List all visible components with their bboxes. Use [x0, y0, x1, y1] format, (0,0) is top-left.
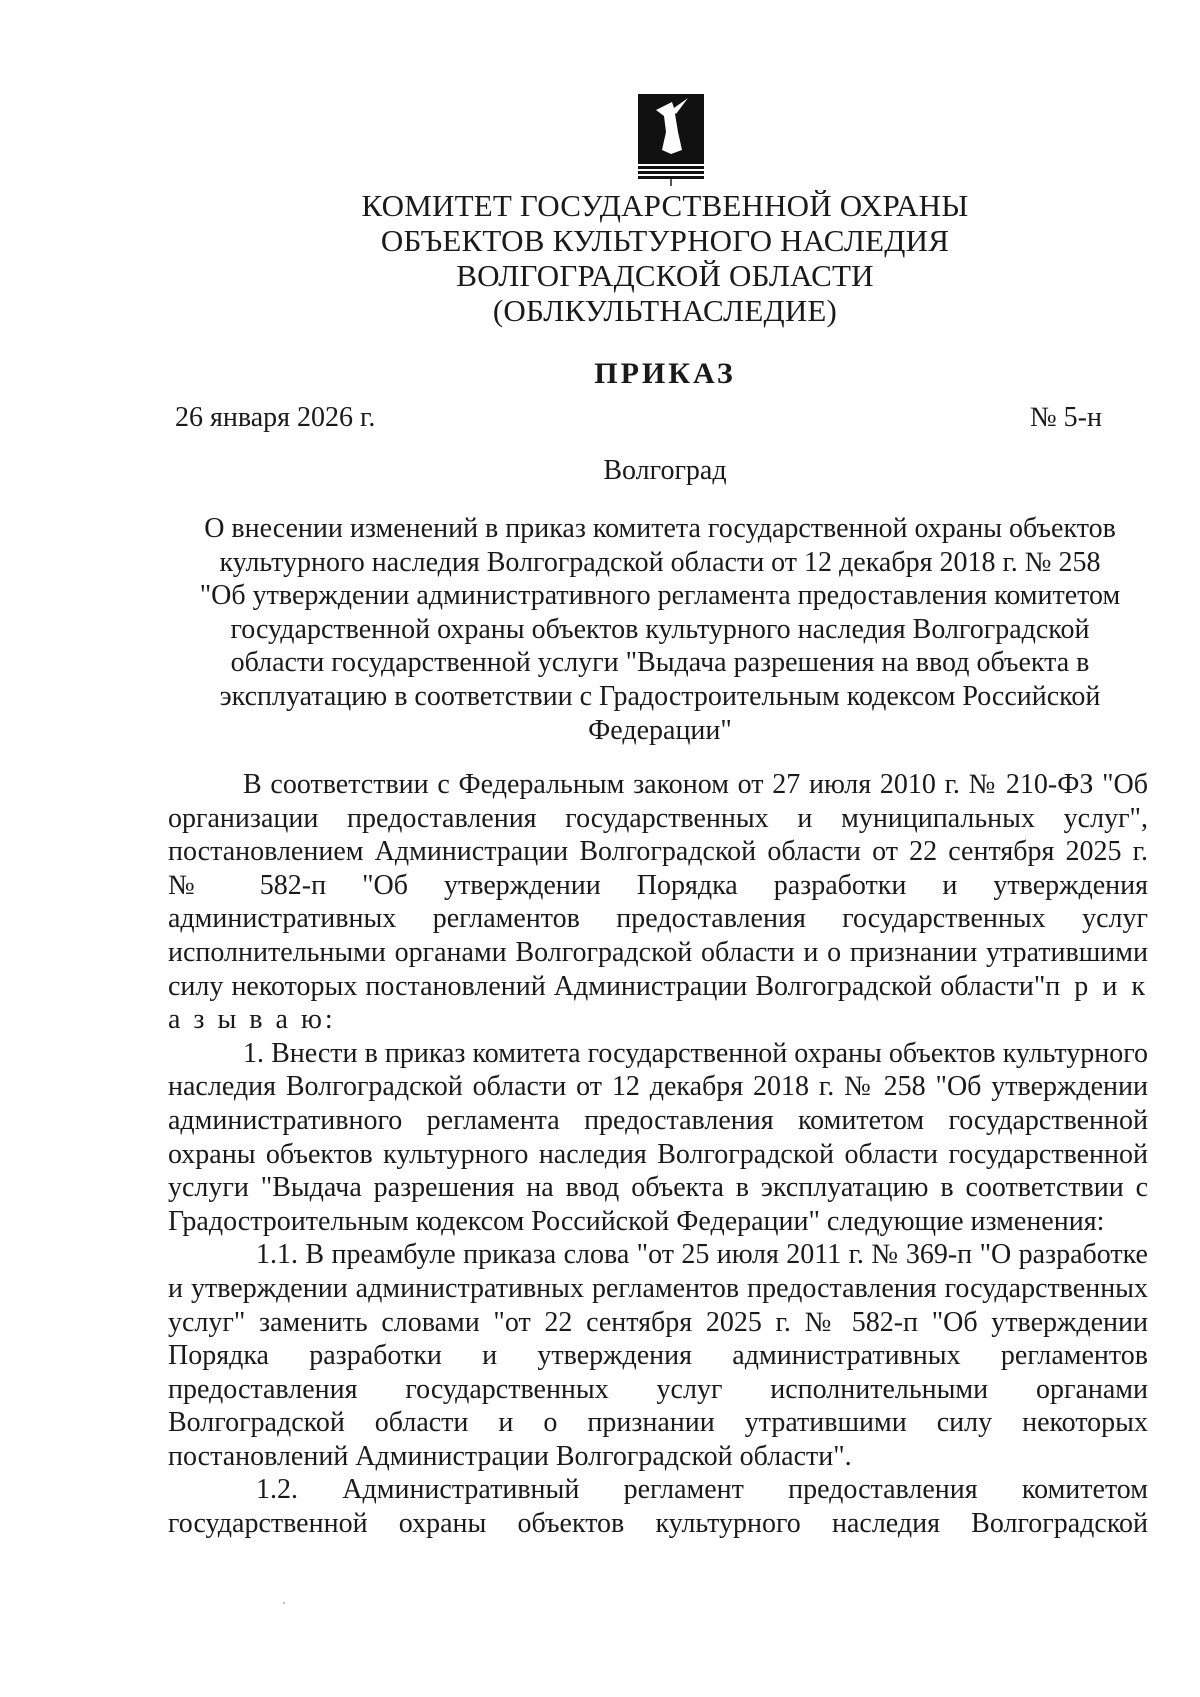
document-type: ПРИКАЗ	[594, 357, 736, 390]
document-city: Волгоград	[603, 455, 727, 486]
subject-line: эксплуатацию в соответствии с Градостроительным кодексом Российской	[219, 680, 1101, 712]
document-body	[168, 768, 1148, 1541]
subject-line: О внесении изменений в приказ комитета государственной охраны объектов	[204, 513, 1116, 544]
subject-line: "Об утверждении административного регламента предоставления комитетом	[199, 580, 1121, 612]
organization-header	[300, 188, 1030, 328]
org-line-1: КОМИТЕТ ГОСУДАРСТВЕННОЙ ОХРАНЫ	[361, 188, 969, 223]
org-line-2: ОБЪЕКТОВ КУЛЬТУРНОГО НАСЛЕДИЯ	[380, 223, 950, 258]
subject-line: Федерации"	[588, 714, 732, 746]
document-date: 26 января 2026 г.	[175, 402, 376, 433]
volgograd-coat-of-arms-icon	[636, 92, 706, 187]
item-1-2-paragraph: 1.2. Административный регламент предоставления комитетом государственной охраны объектов культурного наследия Волгоградской	[168, 1474, 1148, 1540]
document-subject	[180, 512, 1140, 747]
subject-line: государственной охраны объектов культурного наследия Волгоградской	[230, 613, 1090, 645]
item-1-1-paragraph: 1.1. В преамбуле приказа слова "от 25 июля 2011 г. № 369-п "О разработке и утверждении административных регламентов предоставления государственных услуг" заменить словами "от 22 сентября 2025 г. № 582-п "Об утверждении Порядка разработки и утверждения административных регламентов предоставления государственных услуг исполнительными органами Волгоградской области и о признании утратившими силу некоторых постановлений Администрации Волгоградской области".	[168, 1239, 1148, 1472]
scan-speck	[283, 1602, 285, 1604]
preamble-paragraph	[168, 768, 1148, 1037]
org-line-3: ВОЛГОГРАДСКОЙ ОБЛАСТИ	[456, 258, 874, 293]
order-word: п р и к а з ы в а ю:	[168, 970, 1148, 1036]
preamble-text: В соответствии с Федеральным законом от 27 июля 2010 г. № 210-ФЗ "Об организации предоставления государственных и муниципальных услуг", постановлением Администрации Волгоградской области от 22 сентября 2025 г. № 582-п "Об утверждении Порядка разработки и утверждения административных регламентов предоставления государственных услуг исполнительными органами Волгоградской области и о признании утратившими силу некоторых постановлений Администрации Волгоградской области"	[168, 769, 1148, 1002]
subject-line: культурного наследия Волгоградской области от 12 декабря 2018 г. № 258	[219, 546, 1101, 578]
item-1-paragraph: 1. Внести в приказ комитета государственной охраны объектов культурного наследия Волгоградской области от 12 декабря 2018 г. № 258 "Об утверждении административного регламента предоставления комитетом государственной охраны объектов культурного наследия Волгоградской области государственной услуги "Выдача разрешения на ввод объекта в эксплуатацию в соответствии с Градостроительным кодексом Российской Федерации" следующие изменения:	[168, 1037, 1148, 1237]
org-line-4: (ОБЛКУЛЬТНАСЛЕДИЕ)	[492, 293, 838, 328]
subject-line: области государственной услуги "Выдача разрешения на ввод объекта в	[230, 647, 1090, 679]
document-number: № 5-н	[1029, 402, 1102, 433]
